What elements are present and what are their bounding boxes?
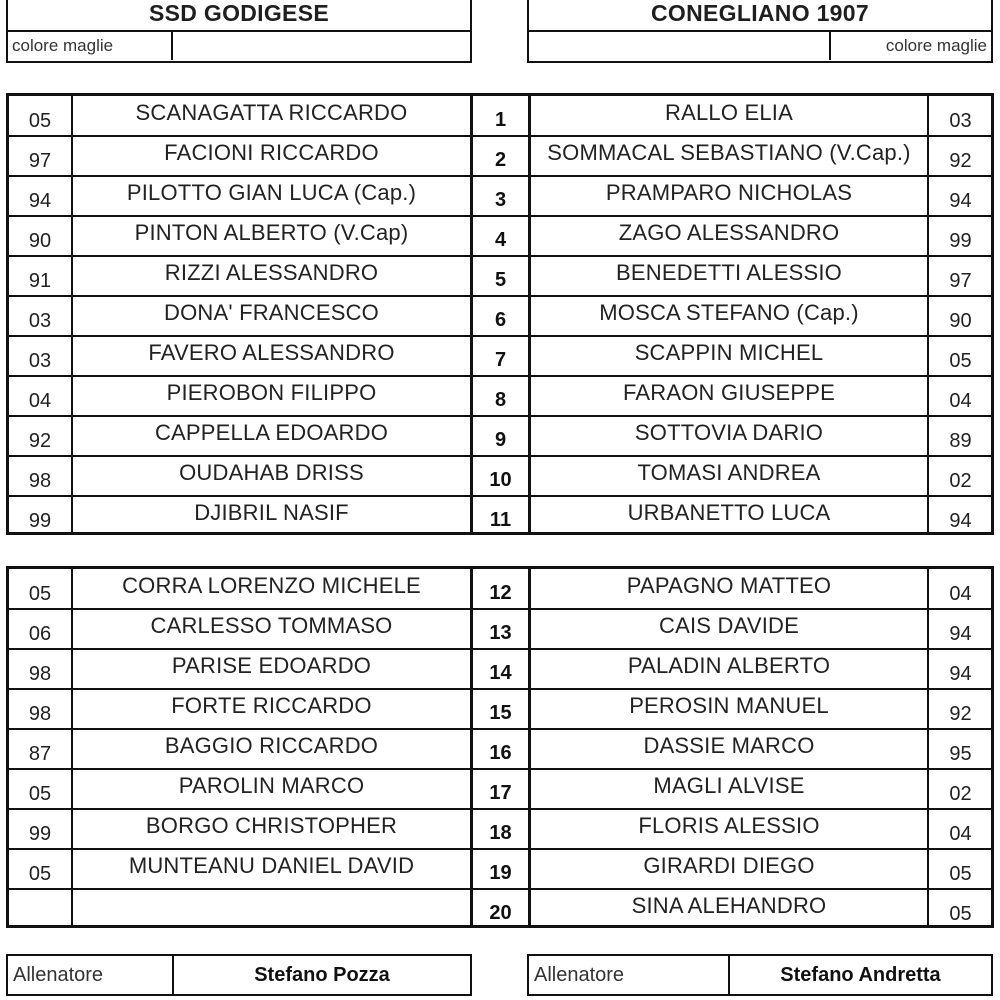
shirt-number: 16 <box>489 741 512 764</box>
home-birth-year: 91 <box>28 269 52 292</box>
column-divider <box>470 569 473 925</box>
row-divider <box>9 848 991 850</box>
away-player-name: RALLO ELIA <box>665 100 793 125</box>
shirt-number: 18 <box>489 821 512 844</box>
table-row <box>9 729 991 769</box>
away-player-name: PRAMPARO NICHOLAS <box>605 180 853 205</box>
home-player-name: CORRA LORENZO MICHELE <box>122 573 421 598</box>
home-birth-year: 94 <box>28 189 52 212</box>
away-coach-name: Stefano Andretta <box>780 963 941 986</box>
home-birth-year: 05 <box>28 782 52 805</box>
home-player-name: FACIONI RICCARDO <box>164 140 379 165</box>
table-row <box>9 96 991 136</box>
away-player-name: ZAGO ALESSANDRO <box>618 220 840 245</box>
shirt-number: 19 <box>489 861 512 884</box>
shirt-number: 6 <box>494 308 507 331</box>
home-birth-year <box>9 889 71 929</box>
away-birth-year: 05 <box>949 862 972 885</box>
home-player-name: PAROLIN MARCO <box>178 773 365 798</box>
home-shirt-color-label: colore maglie <box>12 36 114 55</box>
away-birth-year: 94 <box>949 662 972 685</box>
table-row <box>9 416 991 456</box>
away-birth-year: 94 <box>949 189 972 212</box>
table-row <box>9 496 991 536</box>
table-row <box>9 136 991 176</box>
row-divider <box>9 808 991 810</box>
home-player-name <box>73 889 470 929</box>
table-row <box>9 889 991 929</box>
table-row <box>9 849 991 889</box>
home-player-name: FORTE RICCARDO <box>171 693 372 718</box>
home-coach-label: Allenatore <box>13 963 104 986</box>
home-player-name: PIEROBON FILIPPO <box>166 380 377 405</box>
row-divider <box>9 888 991 890</box>
away-birth-year: 05 <box>949 349 972 372</box>
column-divider <box>528 96 531 532</box>
away-player-name: FARAON GIUSEPPE <box>622 380 836 405</box>
home-birth-year: 97 <box>28 149 52 172</box>
column-divider <box>71 96 73 532</box>
home-player-name: CARLESSO TOMMASO <box>150 613 393 638</box>
home-birth-year: 05 <box>28 582 52 605</box>
home-team-name: SSD GODIGESE <box>149 0 329 26</box>
home-birth-year: 92 <box>28 429 52 452</box>
away-player-name: SINA ALEHANDRO <box>631 893 827 918</box>
home-birth-year: 98 <box>28 702 52 725</box>
home-team-header <box>6 0 472 63</box>
home-player-name: DONA' FRANCESCO <box>164 300 379 325</box>
home-birth-year: 90 <box>28 229 52 252</box>
column-divider <box>927 96 929 532</box>
table-row <box>9 216 991 256</box>
row-divider <box>9 688 991 690</box>
shirt-number: 1 <box>494 108 507 131</box>
away-player-name: CAIS DAVIDE <box>659 613 799 638</box>
away-birth-year: 02 <box>949 782 972 805</box>
away-player-name: FLORIS ALESSIO <box>638 813 820 838</box>
table-row <box>9 769 991 809</box>
away-birth-year: 04 <box>949 822 972 845</box>
column-divider <box>71 569 73 925</box>
away-player-name: DASSIE MARCO <box>643 733 815 758</box>
away-player-name: TOMASI ANDREA <box>637 460 821 485</box>
table-row <box>9 689 991 729</box>
away-player-name: SOMMACAL SEBASTIANO (V.Cap.) <box>547 140 911 165</box>
home-player-name: PILOTTO GIAN LUCA (Cap.) <box>126 180 417 205</box>
table-row <box>9 569 991 609</box>
shirt-number: 4 <box>494 228 507 251</box>
home-player-name: CAPPELLA EDOARDO <box>154 420 389 445</box>
table-row <box>9 296 991 336</box>
shirt-number: 2 <box>494 148 507 171</box>
away-birth-year: 97 <box>949 269 972 292</box>
home-coach-name: Stefano Pozza <box>254 963 390 986</box>
shirt-number: 5 <box>494 268 507 291</box>
row-divider <box>9 768 991 770</box>
shirt-number: 13 <box>489 621 512 644</box>
home-birth-year: 98 <box>28 662 52 685</box>
home-birth-year: 04 <box>28 389 52 412</box>
home-player-name: FAVERO ALESSANDRO <box>148 340 395 365</box>
table-row <box>9 456 991 496</box>
column-divider <box>470 96 473 532</box>
shirt-number: 11 <box>489 508 512 531</box>
away-shirt-color-row <box>529 30 991 60</box>
row-divider <box>9 415 991 417</box>
row-divider <box>9 455 991 457</box>
away-shirt-color-divider <box>829 32 831 60</box>
home-birth-year: 05 <box>28 109 52 132</box>
home-player-name: RIZZI ALESSANDRO <box>164 260 379 285</box>
home-birth-year: 99 <box>28 822 52 845</box>
away-birth-year: 05 <box>949 902 972 925</box>
shirt-number: 14 <box>489 661 512 684</box>
away-birth-year: 92 <box>949 149 972 172</box>
away-player-name: SOTTOVIA DARIO <box>634 420 824 445</box>
shirt-number: 12 <box>489 581 512 604</box>
shirt-number: 8 <box>494 388 507 411</box>
away-birth-year: 03 <box>949 109 972 132</box>
home-birth-year: 99 <box>28 509 52 532</box>
table-row <box>9 176 991 216</box>
home-player-name: BAGGIO RICCARDO <box>164 733 379 758</box>
shirt-number: 9 <box>494 428 507 451</box>
row-divider <box>9 375 991 377</box>
table-row <box>9 649 991 689</box>
home-shirt-color-value <box>173 32 470 60</box>
away-player-name: PALADIN ALBERTO <box>627 653 831 678</box>
away-player-name: GIRARDI DIEGO <box>643 853 815 878</box>
home-birth-year: 03 <box>28 309 52 332</box>
row-divider <box>9 135 991 137</box>
shirt-number: 7 <box>494 348 507 371</box>
away-birth-year: 04 <box>949 389 972 412</box>
row-divider <box>9 728 991 730</box>
home-player-name: PARISE EDOARDO <box>171 653 372 678</box>
home-player-name: BORGO CHRISTOPHER <box>145 813 398 838</box>
away-shirt-color-value <box>529 32 829 60</box>
home-birth-year: 05 <box>28 862 52 885</box>
shirt-number: 3 <box>494 188 507 211</box>
away-shirt-color-label: colore maglie <box>885 36 987 55</box>
away-team-header <box>527 0 993 63</box>
table-row <box>9 336 991 376</box>
away-coach-box <box>527 954 993 996</box>
table-row <box>9 256 991 296</box>
away-birth-year: 04 <box>949 582 972 605</box>
shirt-number: 10 <box>489 468 512 491</box>
row-divider <box>9 608 991 610</box>
column-divider <box>927 569 929 925</box>
away-player-name: BENEDETTI ALESSIO <box>616 260 842 285</box>
row-divider <box>9 335 991 337</box>
home-player-name: MUNTEANU DANIEL DAVID <box>128 853 415 878</box>
home-player-name: DJIBRIL NASIF <box>194 500 349 525</box>
away-player-name: MOSCA STEFANO (Cap.) <box>599 300 859 325</box>
substitutes-table <box>6 566 994 928</box>
row-divider <box>9 255 991 257</box>
home-birth-year: 98 <box>28 469 52 492</box>
table-row <box>9 376 991 416</box>
row-divider <box>9 295 991 297</box>
home-birth-year: 87 <box>28 742 52 765</box>
away-birth-year: 92 <box>949 702 972 725</box>
row-divider <box>9 215 991 217</box>
starters-table <box>6 93 994 535</box>
home-player-name: PINTON ALBERTO (V.Cap) <box>134 220 409 245</box>
away-birth-year: 99 <box>949 229 972 252</box>
away-birth-year: 89 <box>949 429 972 452</box>
row-divider <box>9 648 991 650</box>
column-divider <box>528 569 531 925</box>
home-birth-year: 03 <box>28 349 52 372</box>
table-row <box>9 809 991 849</box>
row-divider <box>9 175 991 177</box>
shirt-number: 17 <box>489 781 512 804</box>
away-player-name: MAGLI ALVISE <box>653 773 805 798</box>
table-row <box>9 609 991 649</box>
home-coach-box <box>6 954 472 996</box>
away-team-name: CONEGLIANO 1907 <box>651 0 869 26</box>
away-birth-year: 94 <box>949 509 972 532</box>
away-player-name: PEROSIN MANUEL <box>629 693 829 718</box>
away-birth-year: 02 <box>949 469 972 492</box>
away-player-name: PAPAGNO MATTEO <box>626 573 832 598</box>
shirt-number: 15 <box>489 701 512 724</box>
away-birth-year: 90 <box>949 309 972 332</box>
away-birth-year: 94 <box>949 622 972 645</box>
home-player-name: SCANAGATTA RICCARDO <box>135 100 408 125</box>
away-player-name: URBANETTO LUCA <box>627 500 831 525</box>
home-shirt-color-row <box>8 30 470 60</box>
row-divider <box>9 495 991 497</box>
away-player-name: SCAPPIN MICHEL <box>634 340 824 365</box>
home-birth-year: 06 <box>28 622 52 645</box>
home-player-name: OUDAHAB DRISS <box>179 460 364 485</box>
away-birth-year: 95 <box>949 742 972 765</box>
shirt-number: 20 <box>489 901 512 924</box>
away-coach-label: Allenatore <box>534 963 625 986</box>
